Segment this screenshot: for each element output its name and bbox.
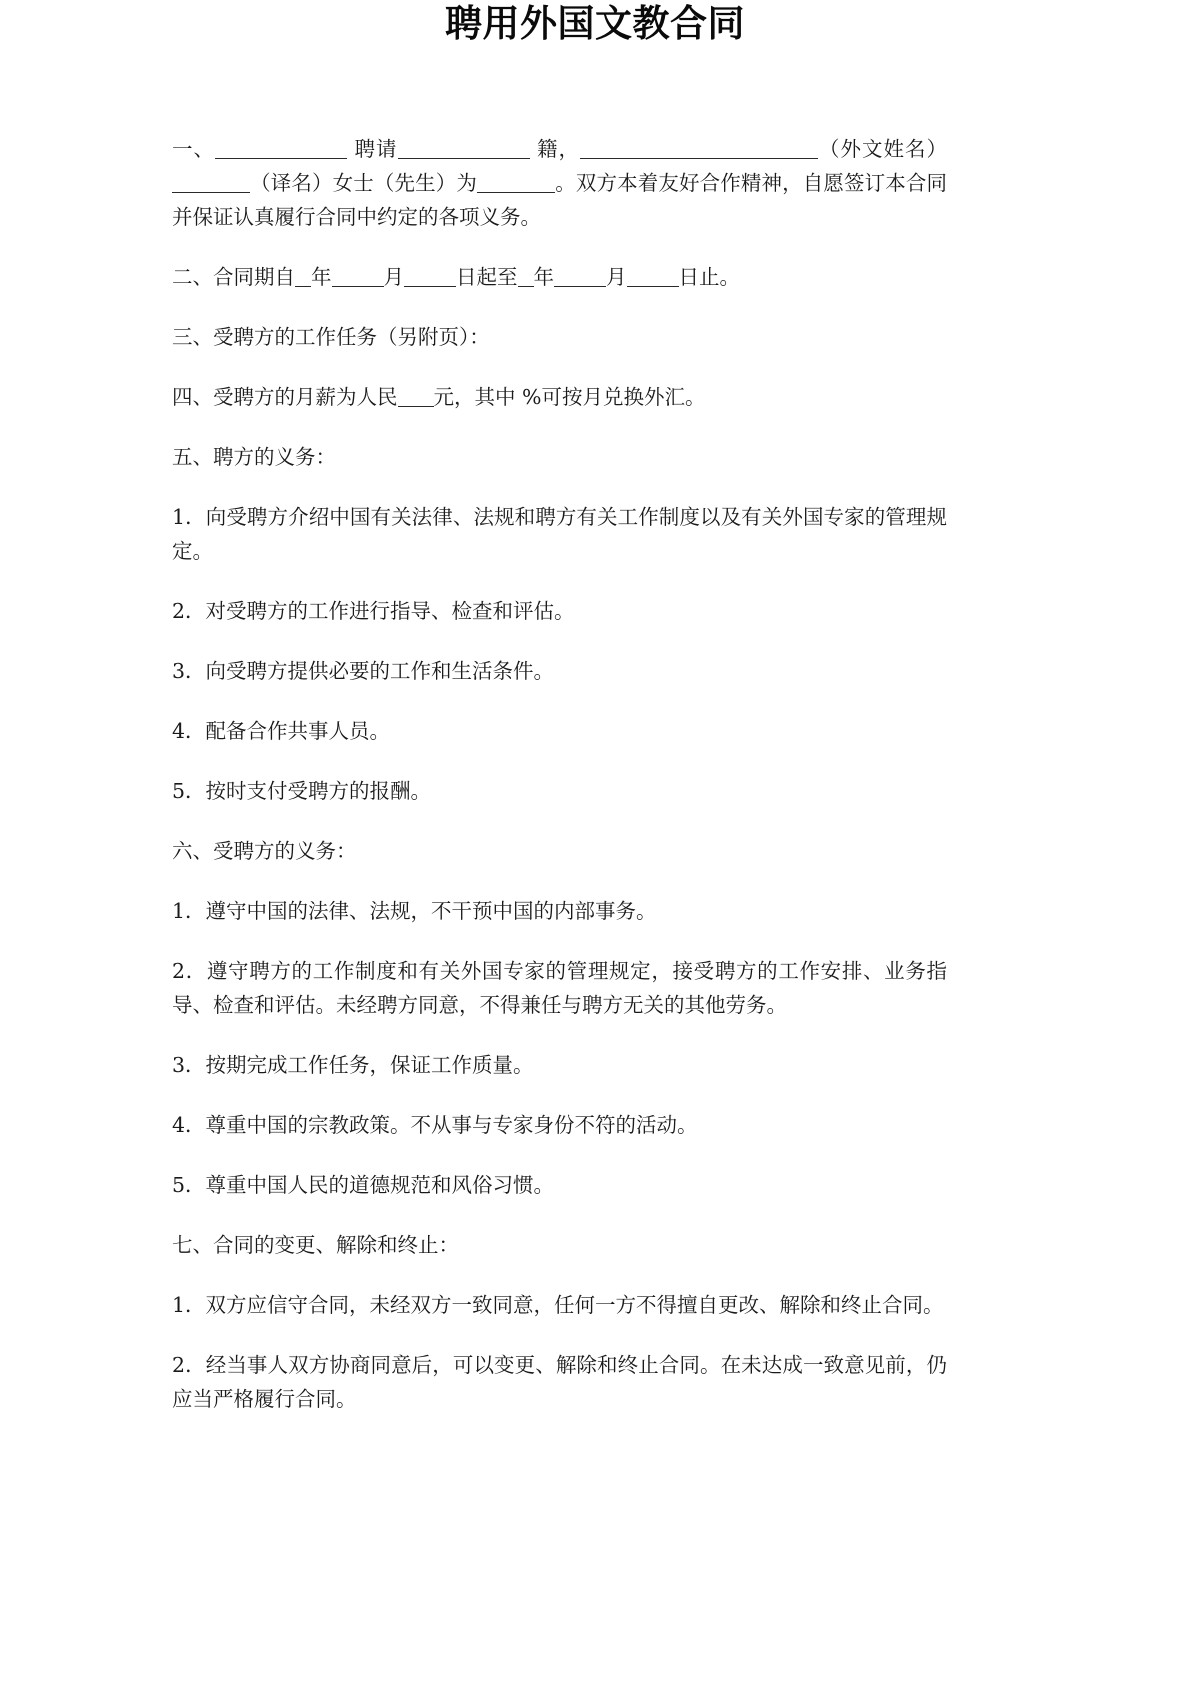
clause-marker: 3． (172, 1053, 206, 1077)
clause-marker: 六、 (172, 839, 213, 863)
clause-marker: 七、 (172, 1233, 213, 1257)
clause-text: 年 (533, 265, 554, 289)
clause-text: 遵守中国的法律、法规，不干预中国的内部事务。 (205, 899, 657, 923)
clause-text: （译名）女士（先生）为 (250, 171, 478, 195)
fill-in-blank[interactable] (627, 268, 679, 287)
fill-in-blank[interactable] (580, 140, 818, 159)
fill-in-blank[interactable] (295, 268, 311, 287)
clause-text: 日止。 (678, 265, 740, 289)
clause-marker: 一、 (172, 137, 215, 161)
contract-clause (172, 260, 947, 294)
clause-text: 合同期自 (213, 265, 295, 289)
clause-text: 月 (606, 265, 627, 289)
contract-item (172, 654, 947, 688)
clause-text: 日起至 (456, 265, 518, 289)
clause-marker: 四、 (172, 385, 213, 409)
clause-text: 籍， (529, 137, 581, 161)
clause-text: 年 (311, 265, 332, 289)
clause-text: 按时支付受聘方的报酬。 (205, 779, 432, 803)
clause-text: 。双方本着友好合作精神，自愿签订本合同并保证认真履行合同中约定的各项义务。 (172, 171, 948, 229)
clause-text: 聘请 (347, 137, 398, 161)
clause-text: 月 (383, 265, 404, 289)
clause-text: 向受聘方提供必要的工作和生活条件。 (205, 659, 555, 683)
clause-text: 对受聘方的工作进行指导、检查和评估。 (205, 599, 575, 623)
fill-in-blank[interactable] (404, 268, 456, 287)
clause-marker: 4． (172, 719, 206, 743)
fill-in-blank[interactable] (518, 268, 534, 287)
clause-text: 元，其中 %可按月兑换外汇。 (433, 385, 706, 409)
contract-clause (172, 440, 947, 474)
clause-marker: 4． (172, 1113, 206, 1137)
contract-item (172, 594, 947, 628)
fill-in-blank[interactable] (215, 140, 347, 159)
fill-in-blank[interactable] (554, 268, 606, 287)
clause-text: 尊重中国的宗教政策。不从事与专家身份不符的活动。 (205, 1113, 698, 1137)
clause-text: 向受聘方介绍中国有关法律、法规和聘方有关工作制度以及有关外国专家的管理规定。 (172, 505, 947, 563)
fill-in-blank[interactable] (172, 174, 250, 193)
clause-text: 配备合作共事人员。 (205, 719, 391, 743)
clause-text: （外文姓名） (818, 137, 948, 161)
contract-clause (172, 834, 947, 868)
clause-marker: 2． (172, 1353, 206, 1377)
contract-clause (172, 1228, 947, 1262)
contract-item (172, 1048, 947, 1082)
clause-text: 遵守聘方的工作制度和有关外国专家的管理规定，接受聘方的工作安排、业务指导、检查和评估。未经聘方同意，不得兼任与聘方无关的其他劳务。 (172, 959, 947, 1017)
fill-in-blank[interactable] (332, 268, 384, 287)
clause-text: 受聘方的工作任务（另附页）： (213, 325, 490, 349)
contract-clause (172, 320, 947, 354)
contract-item (172, 774, 947, 808)
contract-clause (172, 380, 947, 414)
clause-marker: 五、 (172, 445, 213, 469)
clause-text: 受聘方的月薪为人民 (213, 385, 398, 409)
clause-text: 受聘方的义务： (213, 839, 357, 863)
clause-text: 按期完成工作任务，保证工作质量。 (205, 1053, 534, 1077)
contract-clause (172, 132, 947, 234)
clause-marker: 二、 (172, 265, 213, 289)
fill-in-blank[interactable] (398, 388, 434, 407)
clause-text: 尊重中国人民的道德规范和风俗习惯。 (205, 1173, 555, 1197)
document-body (172, 132, 947, 1416)
fill-in-blank[interactable] (398, 140, 530, 159)
page-title: 聘用外国文教合同 (445, 1, 745, 45)
clause-marker: 1． (172, 899, 206, 923)
contract-item (172, 714, 947, 748)
contract-item (172, 894, 947, 928)
clause-marker: 三、 (172, 325, 213, 349)
clause-text: 双方应信守合同，未经双方一致同意，任何一方不得擅自更改、解除和终止合同。 (205, 1293, 944, 1317)
clause-text: 经当事人双方协商同意后，可以变更、解除和终止合同。在未达成一致意见前，仍应当严格履行合同。 (172, 1353, 947, 1411)
clause-marker: 3． (172, 659, 206, 683)
contract-item (172, 1168, 947, 1202)
clause-marker: 2． (172, 959, 207, 983)
clause-marker: 2． (172, 599, 206, 623)
clause-marker: 5． (172, 1173, 206, 1197)
contract-item (172, 500, 947, 568)
contract-item (172, 1108, 947, 1142)
clause-marker: 1． (172, 505, 206, 529)
clause-text: 合同的变更、解除和终止： (213, 1233, 459, 1257)
clause-marker: 1． (172, 1293, 206, 1317)
contract-item (172, 1288, 947, 1322)
clause-text: 聘方的义务： (213, 445, 336, 469)
contract-item (172, 954, 947, 1022)
clause-marker: 5． (172, 779, 206, 803)
fill-in-blank[interactable] (477, 174, 555, 193)
contract-item (172, 1348, 947, 1416)
